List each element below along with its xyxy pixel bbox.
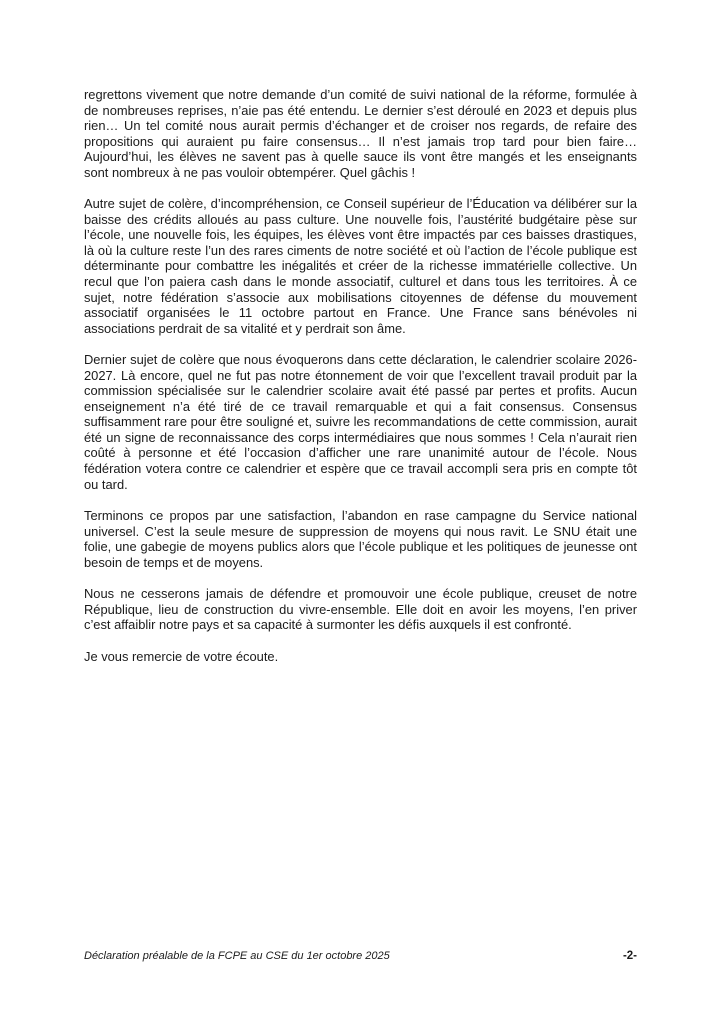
- paragraph: Nous ne cesserons jamais de défendre et promouvoir une école publique, creuset de notre République, lieu de construction du vivre-ensemble. Elle doit en avoir les moyens, l’en priver c’est affaiblir notre pays et sa capacité à surmonter les défis auxquels il est confronté.: [84, 586, 637, 633]
- paragraph: regrettons vivement que notre demande d’un comité de suivi national de la réforme, formulée à de nombreuses reprises, n’aie pas été entendu. Le dernier s’est déroulé en 2023 et depuis plus rien… Un tel comité nous aurait permis d’échanger et de croiser nos regards, de refaire des propositions qui auraient pu faire consensus… Il n’est jamais trop tard pour bien faire… Aujourd’hui, les élèves ne savent pas à quelle sauce ils vont être mangés et les enseignants sont nombreux à ne pas vouloir obtempérer. Quel gâchis !: [84, 87, 637, 180]
- paragraph: Dernier sujet de colère que nous évoquerons dans cette déclaration, le calendrier scolaire 2026-2027. Là encore, quel ne fut pas notre étonnement de voir que l’excellent travail produit par la commission spécialisée sur le calendrier scolaire avait été passé par pertes et profits. Aucun enseignement n’a été tiré de ce travail remarquable et qui a fait consensus. Consensus suffisamment rare pour être souligné et, suivre les recommandations de cette commission, aurait été un signe de reconnaissance des corps intermédiaires que nous sommes ! Cela n’aurait rien coûté à personne et été l’occasion d’afficher une rare unanimité autour de l’école. Nous fédération votera contre ce calendrier et espère que ce travail accompli sera pris en compte tôt ou tard.: [84, 352, 637, 492]
- footer-document-title: Déclaration préalable de la FCPE au CSE du 1er octobre 2025: [84, 950, 390, 962]
- page-footer: [84, 950, 637, 963]
- footer-page-number: -2-: [622, 950, 637, 962]
- paragraph: Autre sujet de colère, d’incompréhension, ce Conseil supérieur de l’Éducation va délibérer sur la baisse des crédits alloués au pass culture. Une nouvelle fois, l’austérité budgétaire pèse sur l’école, une nouvelle fois, les équipes, les élèves vont être impactés par ces baisses drastiques, là où la culture reste l’un des rares ciments de notre société et où l’action de l’école publique est déterminante pour combattre les inégalités et créer de la richesse immatérielle collective. Un recul que l’on paiera cash dans le monde associatif, culturel et dans tous les territoires. À ce sujet, notre fédération s’associe aux mobilisations citoyennes de défense du mouvement associatif organisées le 11 octobre partout en France. Une France sans bénévoles ni associations perdrait de sa vitalité et y perdrait son âme.: [84, 196, 637, 336]
- document-body: [84, 87, 637, 681]
- paragraph: Terminons ce propos par une satisfaction, l’abandon en rase campagne du Service national universel. C’est la seule mesure de suppression de moyens qui nous ravit. Le SNU était une folie, une gabegie de moyens publics alors que l’école publique et les politiques de jeunesse ont besoin de temps et de moyens.: [84, 508, 637, 570]
- paragraph: Je vous remercie de votre écoute.: [84, 648, 279, 664]
